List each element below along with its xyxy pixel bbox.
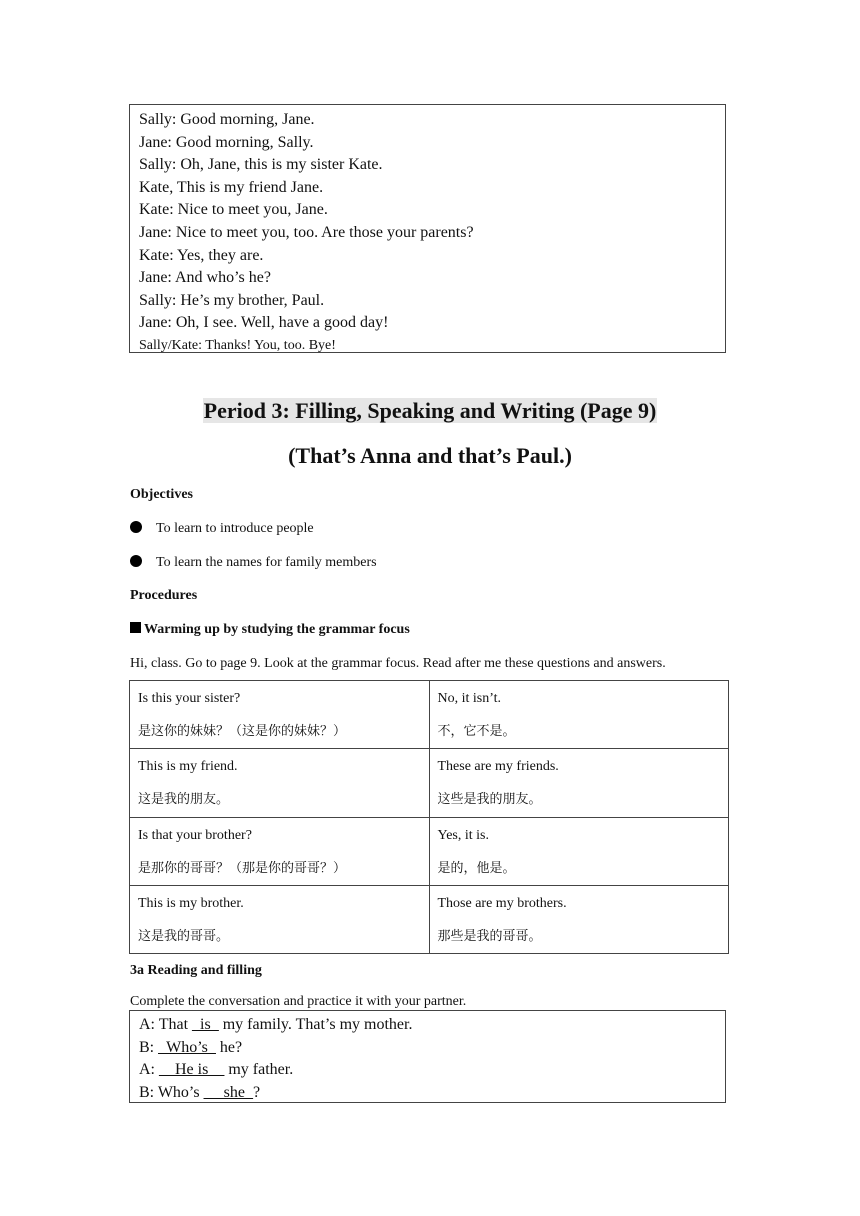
dialogue-line: Kate: Nice to meet you, Jane. xyxy=(139,201,328,219)
filled-blank: _ _she_ xyxy=(203,1083,253,1101)
cell-english: This is my brother. xyxy=(138,895,244,911)
cell-chinese: 那些是我的哥哥。 xyxy=(437,928,542,944)
table-row xyxy=(130,749,729,817)
period-title xyxy=(0,396,860,426)
filled-blank: _is_ xyxy=(192,1016,219,1033)
period-subtitle: (That’s Anna and that’s Paul.) xyxy=(288,443,572,468)
conversation-line xyxy=(139,1059,716,1082)
cell-chinese: 是那你的哥哥？（那是你的哥哥？） xyxy=(138,860,347,876)
procedures-label: Procedures xyxy=(130,588,198,603)
cell-chinese: 这是我的哥哥。 xyxy=(138,928,230,944)
cell-english: Those are my brothers. xyxy=(437,895,567,911)
table-cell xyxy=(130,885,430,953)
line-text: A: That xyxy=(139,1016,193,1033)
table-row xyxy=(130,885,729,953)
line-text: A: xyxy=(139,1061,159,1078)
objective-item xyxy=(130,553,377,573)
period-title-text: Period 3: Filling, Speaking and Writing (Page 9) xyxy=(203,398,657,423)
section-3a-intro: Complete the conversation and practice it with your partner. xyxy=(130,994,467,1009)
line-text: B: Who’s xyxy=(139,1083,204,1101)
bullet-icon xyxy=(130,521,142,533)
table-row xyxy=(130,817,729,885)
square-bullet-icon xyxy=(130,622,141,633)
dialogue-line: Jane: Oh, I see. Well, have a good day! xyxy=(139,314,389,332)
cell-chinese: 是这你的妹妹？（这是你的妹妹？） xyxy=(138,724,347,739)
conversation-line xyxy=(139,1014,716,1037)
line-text: ? xyxy=(252,1083,261,1101)
objectives-label: Objectives xyxy=(130,487,193,502)
conversation-line xyxy=(139,1037,716,1060)
cell-chinese: 这是我的朋友。 xyxy=(138,792,230,808)
table-cell xyxy=(429,681,729,749)
dialogue-line: Sally: Good morning, Jane. xyxy=(139,111,315,128)
dialogue-line: Jane: Good morning, Sally. xyxy=(139,133,314,151)
warming-intro: Hi, class. Go to page 9. Look at the grammar focus. Read after me these questions and answers. xyxy=(130,656,666,671)
dialogue-line: Sally/Kate: Thanks! You, too. Bye! xyxy=(139,337,336,353)
table-cell xyxy=(130,749,430,817)
line-text: B: xyxy=(139,1038,159,1056)
table-cell xyxy=(130,817,430,885)
line-text: my family. That’s my mother. xyxy=(218,1016,413,1033)
dialogue-line: Jane: Nice to meet you, too. Are those your parents? xyxy=(139,223,474,241)
filled-blank: _Who’s_ xyxy=(158,1038,216,1056)
line-text: my father. xyxy=(224,1061,294,1078)
table-cell xyxy=(429,749,729,817)
objective-item xyxy=(130,519,314,539)
cell-chinese: 不，它不是。 xyxy=(437,724,516,739)
dialogue-line: Kate: Yes, they are. xyxy=(139,246,264,264)
warming-heading-text: Warming up by studying the grammar focus xyxy=(144,622,410,637)
cell-english: Is that your brother? xyxy=(138,827,252,843)
cell-english: Is this your sister? xyxy=(138,691,241,706)
warming-heading xyxy=(130,620,410,640)
objective-text: To learn to introduce people xyxy=(156,521,314,536)
dialogue-line: Kate, This is my friend Jane. xyxy=(139,178,324,196)
line-text: he? xyxy=(215,1038,243,1056)
filled-blank: __He is__ xyxy=(159,1061,225,1078)
dialogue-line: Sally: He’s my brother, Paul. xyxy=(139,291,325,309)
dialogue-line: Jane: And who’s he? xyxy=(139,269,271,287)
cell-english: Yes, it is. xyxy=(437,827,489,843)
conversation-box xyxy=(129,1010,726,1103)
dialogue-line: Sally: Oh, Jane, this is my sister Kate. xyxy=(139,156,383,174)
section-3a-heading: 3a Reading and filling xyxy=(130,963,262,978)
bullet-icon xyxy=(130,555,142,567)
cell-chinese: 是的，他是。 xyxy=(437,860,516,876)
table-cell xyxy=(130,681,430,749)
cell-english: These are my friends. xyxy=(437,759,559,775)
table-cell xyxy=(429,885,729,953)
objective-text: To learn the names for family members xyxy=(156,555,377,570)
table-row xyxy=(130,681,729,749)
grammar-table xyxy=(129,680,729,954)
conversation-line xyxy=(139,1082,716,1105)
cell-english: This is my friend. xyxy=(138,759,238,775)
table-cell xyxy=(429,817,729,885)
cell-english: No, it isn’t. xyxy=(437,691,502,706)
dialogue-box xyxy=(129,104,726,353)
cell-chinese: 这些是我的朋友。 xyxy=(437,792,542,808)
